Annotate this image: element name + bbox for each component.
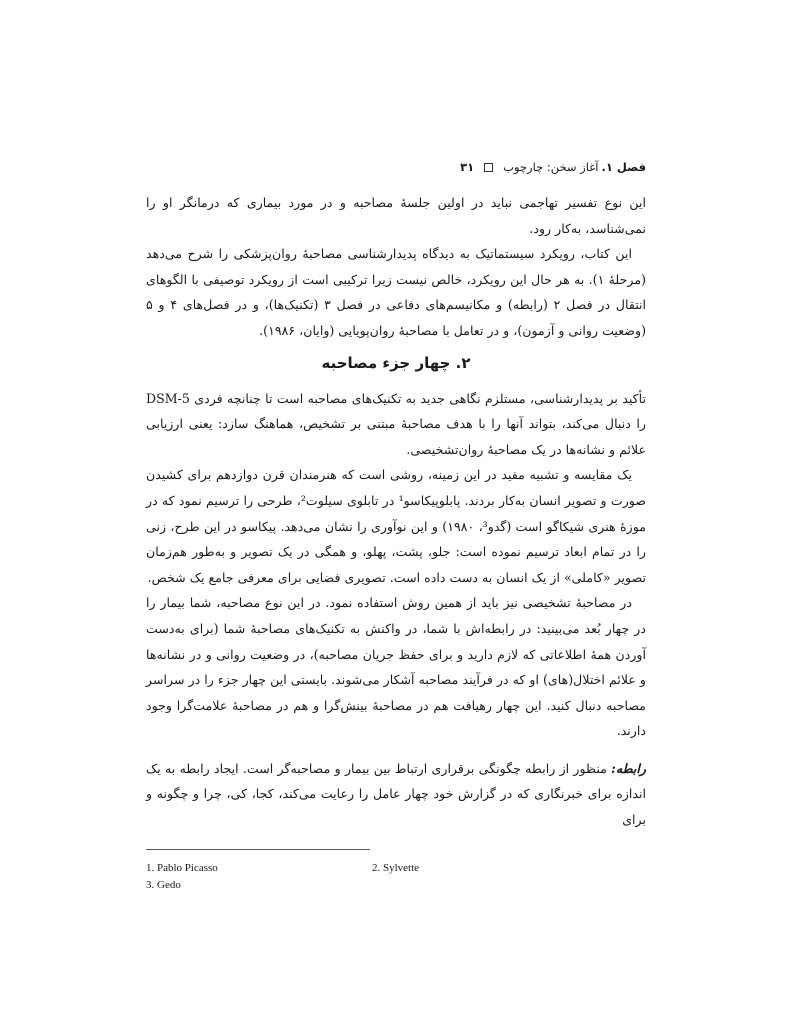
- paragraph-3: تأکید بر پدیدارشناسی، مستلزم نگاهی جدید به تکنیک‌های مصاحبه است تا چنانچه فردی DSM-5 را دنبال می‌کند، بتواند آنها را با هدف مصاحبهٔ مبتنی بر تشخیص، هماهنگ سازد: یعنی ارزیابی علائم و نشانه‌ها در یک مصاحبهٔ روان‌تشخیصی.: [146, 390, 646, 457]
- square-separator-icon: [484, 163, 493, 172]
- chapter-label: فصل ۱.: [601, 160, 646, 174]
- running-header: [146, 156, 646, 178]
- footnote-3: 3. Gedo: [146, 879, 181, 891]
- paragraph-6-text: منظور از رابطه چگونگی برقراری ارتباط بین بیمار و مصاحبه‌گر است. ایجاد رابطه به یک اندازه برای خبرنگاری که در گزارش خود چهار عامل را رعایت می‌کند، کجا، کی، چرا و چگونه و برای: [146, 760, 646, 828]
- paragraph-2: این کتاب، رویکرد سیستماتیک به دیدگاه پدیدارشناسی مصاحبهٔ روان‌پزشکی را شرح می‌دهد (مرحلهٔ ۱). به هر حال این رویکرد، خالص نیست زیرا ترکیبی است از رویکرد توصیفی با الگوهای انتقال در فصل ۲ (رابطه) و مکانیسم‌های دفاعی در فصل ۳ (تکنیک‌ها)، و در فصل‌های ۴ و ۵ (وضعیت روانی و آزمون)، و در تعامل با مصاحبهٔ روان‌پویایی (وایان، ۱۹۸۶).: [146, 246, 646, 338]
- paragraph-4: یک مقایسه و تشبیه مفید در این زمینه، روشی است که هنرمندان قرن دوازدهم برای کشیدن صورت و تصویر انسان به‌کار بردند. پابلوپیکاسو¹ در تابلوی سیلوت²، طرحی را ترسیم نمود که در موزهٔ هنری شیکاگو است (گدو³، ۱۹۸۰) و این نوآوری را نشان می‌دهد. پیکاسو در این طرح، زنی را در تمام ابعاد ترسیم نموده است: جلو، پشت، پهلو، و همگی در یک تصویر و به‌طور هم‌زمان تصویر «کاملی» از یک انسان به دست داده است. تصویری فضایی برای معرفی جامع یک شخص.: [146, 467, 647, 585]
- paragraph-6-lead: رابطه:: [611, 760, 646, 776]
- section-heading: ۲. چهار جزء مصاحبه: [321, 353, 471, 372]
- footnote-divider: [146, 849, 370, 850]
- chapter-title: آغاز سخن: چارچوب: [503, 160, 599, 174]
- paragraph-5: در مصاحبهٔ تشخیصی نیز باید از همین روش استفاده نمود. در این نوع مصاحبه، شما بیمار را در چهار بُعد می‌بینید: در رابطه‌اش با شما، در واکنش به تکنیک‌های مصاحبهٔ شما (برای به‌دست آوردن همهٔ اطلاعاتی که لازم دارید و برای حفظ جریان مصاحبه)، در وضعیت روانی و در نشانه‌ها و علائم اختلال(های) او که در فرآیند مصاحبه آشکار می‌شوند. بایستی این چهار جزء را در سراسر مصاحبه دنبال کنید. این چهار رهیافت هم در مصاحبهٔ بینش‌گرا و هم در مصاحبهٔ علامت‌گرا وجود دارند.: [146, 595, 646, 739]
- footnotes: [146, 860, 446, 894]
- page-number: ۳۱: [460, 160, 475, 174]
- page-content: [146, 156, 646, 833]
- footnote-2: 2. Sylvette: [372, 862, 420, 874]
- paragraph-6: [146, 756, 646, 833]
- paragraph-1: این نوع تفسیر تهاجمی نباید در اولین جلسهٔ مصاحبه و در مورد بیماری که درمانگر او را نمی‌شناسد، به‌کار رود.: [146, 195, 646, 236]
- footnote-1: 1. Pablo Picasso: [146, 862, 218, 874]
